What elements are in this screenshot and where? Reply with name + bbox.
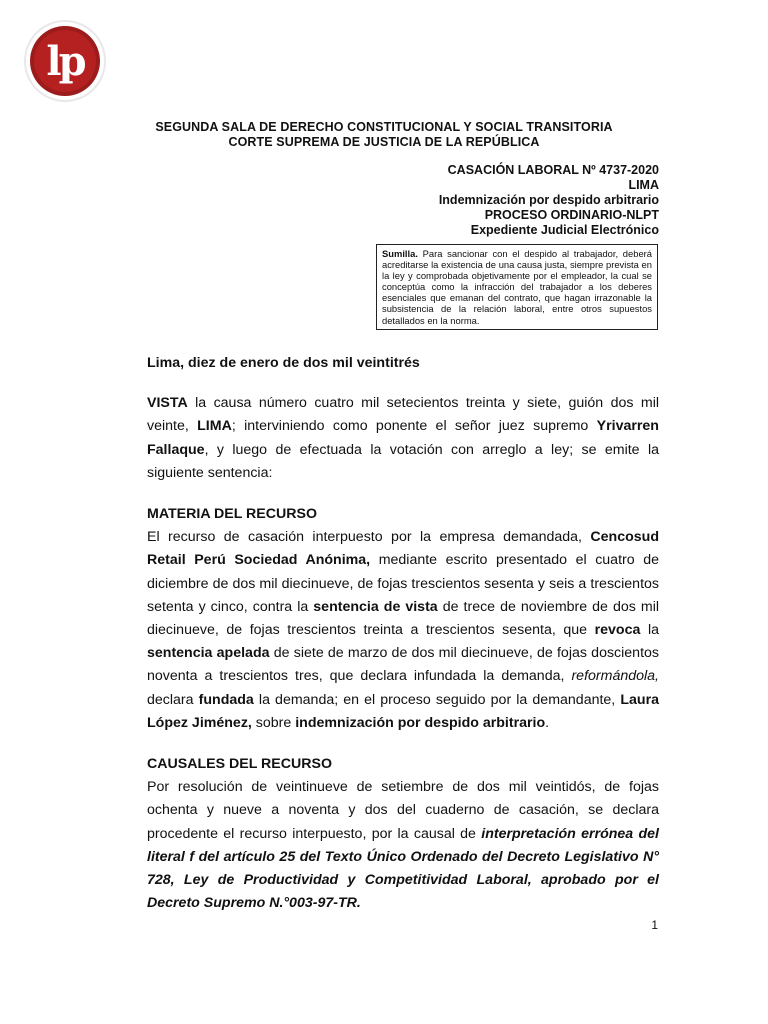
text-span: ; interviniendo como ponente el señor juez supremo <box>231 418 597 435</box>
text-span: declara <box>147 691 199 708</box>
court-name: CORTE SUPREMA DE JUSTICIA DE LA REPÚBLICA <box>228 135 540 149</box>
vista-paragraph <box>147 392 659 485</box>
case-subject: Indemnización por despido arbitrario <box>438 193 659 207</box>
legal-citation: interpretación errónea del literal f del artículo 25 del Texto Único Ordenado del Decreto Legislativo N° 728, Ley de Productividad y Competitividad Laboral, aprobado por el Decreto Supremo N.°003-97-TR. <box>147 825 660 912</box>
court-chamber: SEGUNDA SALA DE DERECHO CONSTITUCIONAL Y SOCIAL TRANSITORIA <box>155 120 613 134</box>
text-span: la <box>640 622 660 639</box>
case-info <box>439 163 659 238</box>
sumilla-text: Para sancionar con el despido al trabajador, deberá acreditarse la existencia de una causa justa, siempre prevista en la ley y comprobada objetivamente por el empleador, la cual se conceptúa como la infracción del trabajador a los deberes esenciales que emanan del contrato, que hagan irrazonable la subsistencia de la relación laboral, entre otros supuestos detallados en la norma. <box>382 248 652 326</box>
materia-heading: MATERIA DEL RECURSO <box>147 506 317 523</box>
text-span: , y luego de efectuada la votación con arreglo a ley; se emite la siguiente sentencia: <box>147 441 659 481</box>
sumilla-label: Sumilla. <box>382 248 418 259</box>
text-span: sobre <box>251 714 296 731</box>
case-process: PROCESO ORDINARIO-NLPT <box>484 208 659 222</box>
lp-logo-icon <box>22 18 108 104</box>
case-city: LIMA <box>628 178 659 192</box>
bold-term: fundada <box>198 691 254 708</box>
text-span: mediante escrito presentado el cuatro de diciembre de dos mil diecinueve, de fojas trescientos sesenta y seis a trescientos setenta y cinco, contra la <box>147 552 659 615</box>
causales-heading: CAUSALES DEL RECURSO <box>147 756 332 773</box>
text-span: Por resolución de veintinueve de setiembre de dos mil veintidós, de fojas ochenta y nueve a noventa y dos del cuaderno de casación, se declara procedente el recurso interpuesto, por la causal de <box>147 779 659 842</box>
court-header <box>0 120 768 150</box>
city-bold: LIMA <box>197 418 232 435</box>
lp-logo <box>22 18 108 104</box>
bold-term: indemnización por despido arbitrario <box>295 714 546 731</box>
bold-term: sentencia apelada <box>147 645 270 662</box>
date-line: Lima, diez de enero de dos mil veintitrés <box>147 355 420 371</box>
page-number: 1 <box>651 918 658 932</box>
text-span: de siete de marzo de dos mil diecinueve, de fojas doscientos noventa a trescientos tres, que declara infundada la demanda, <box>147 645 660 685</box>
document-body <box>147 352 659 915</box>
text-span: de trece de noviembre de dos mil diecinueve, de fojas trescientos treinta a trescientos sesenta, que <box>147 598 659 639</box>
text-span: la demanda; en el proceso seguido por la demandante, <box>253 691 621 708</box>
materia-paragraph <box>147 526 659 735</box>
text-span: . <box>545 714 550 731</box>
case-number: CASACIÓN LABORAL Nº 4737-2020 <box>447 163 659 177</box>
bold-term: revoca <box>594 622 641 639</box>
judge-name: Yrivarren Fallaque <box>147 418 659 458</box>
causales-paragraph <box>147 776 659 915</box>
vista-keyword: VISTA <box>147 395 188 412</box>
svg-text:lp: lp <box>46 38 84 85</box>
italic-term: reformándola, <box>571 668 659 685</box>
sumilla-box <box>376 244 658 330</box>
bold-term: sentencia de vista <box>313 598 438 615</box>
company-name: Cencosud Retail Perú Sociedad Anónima, <box>147 529 659 569</box>
text-span: El recurso de casación interpuesto por la empresa demandada, <box>147 529 591 546</box>
plaintiff-name: Laura López Jiménez, <box>147 691 659 731</box>
text-span: la causa número cuatro mil setecientos treinta y siete, guión dos mil veinte, <box>147 395 659 435</box>
case-record: Expediente Judicial Electrónico <box>470 223 659 237</box>
